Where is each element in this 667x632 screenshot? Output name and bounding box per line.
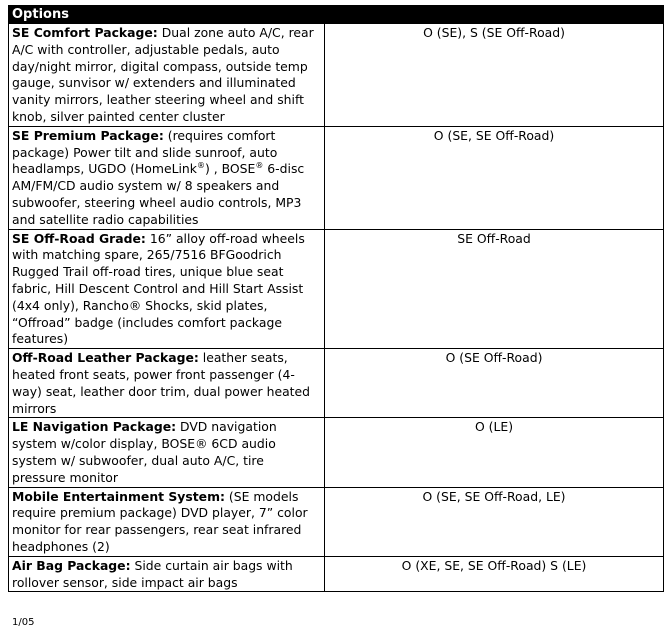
package-features: DVD navigation system w/color display, BOSE® 6CD audio system w/ subwoofer, dual auto A/C, tire pressure monitor [12, 419, 277, 485]
package-availability: O (SE, SE Off-Road, LE) [325, 487, 664, 556]
table-row [9, 126, 664, 229]
registered-mark: ® [255, 161, 264, 171]
table-row [9, 24, 664, 127]
package-description [9, 349, 325, 418]
registered-mark: ® [196, 161, 205, 171]
package-availability: O (XE, SE, SE Off-Road) S (LE) [325, 556, 664, 592]
package-name: LE Navigation Package: [12, 419, 177, 435]
package-features: 16” alloy off-road wheels with matching spare, 265/7516 BFGoodrich Rugged Trail off-road tires, unique blue seat fabric, Hill Descent Control and Hill Start Assist (4x4 only), Rancho® Shocks, skid plates, “Offroad” badge (includes comfort package features) [12, 230, 305, 347]
footer-date: 1/05 [12, 617, 35, 628]
options-table [8, 5, 664, 592]
package-availability: O (SE Off-Road) [325, 349, 664, 418]
package-availability: O (SE), S (SE Off-Road) [325, 24, 664, 127]
package-description [9, 556, 325, 592]
package-availability: SE Off-Road [325, 229, 664, 349]
package-features: (requires comfort package) Power tilt and slide sunroof, auto headlamps, UGDO (HomeLink [12, 127, 278, 177]
package-features: 6-disc AM/FM/CD audio system w/ 8 speakers and subwoofer, steering wheel audio controls, MP3 and satellite radio capabilities [12, 161, 305, 227]
package-description [9, 418, 325, 487]
package-features: (SE models require premium package) DVD player, 7” color monitor for rear passengers, rear seat infrared headphones (2) [12, 488, 308, 554]
package-description [9, 24, 325, 127]
package-name: Air Bag Package: [12, 557, 131, 573]
package-description [9, 487, 325, 556]
package-availability: O (LE) [325, 418, 664, 487]
package-name: Mobile Entertainment System: [12, 488, 225, 504]
package-features: Dual zone auto A/C, rear A/C with controller, adjustable pedals, auto day/night mirror, digital compass, outside temp gauge, sunvisor w/ extenders and illuminated vanity mirrors, leather steering wheel and shift knob, silver painted center cluster [12, 25, 314, 124]
package-description [9, 229, 325, 349]
package-features: ) , BOSE [204, 161, 256, 177]
package-features: leather seats, heated front seats, power front passenger (4-way) seat, leather door trim, dual power heated mirrors [12, 350, 311, 416]
table-header: Options [9, 6, 664, 24]
table-row [9, 556, 664, 592]
table-row [9, 229, 664, 349]
package-name: Off-Road Leather Package: [12, 350, 199, 366]
package-availability: O (SE, SE Off-Road) [325, 126, 664, 229]
table-row [9, 487, 664, 556]
package-description [9, 126, 325, 229]
package-name: SE Premium Package: [12, 127, 164, 143]
table-row [9, 418, 664, 487]
table-header-row [9, 6, 664, 24]
package-name: SE Comfort Package: [12, 25, 158, 40]
package-name: SE Off-Road Grade: [12, 230, 146, 246]
package-features: Side curtain air bags with rollover sensor, side impact air bags [12, 557, 293, 590]
table-row [9, 349, 664, 418]
